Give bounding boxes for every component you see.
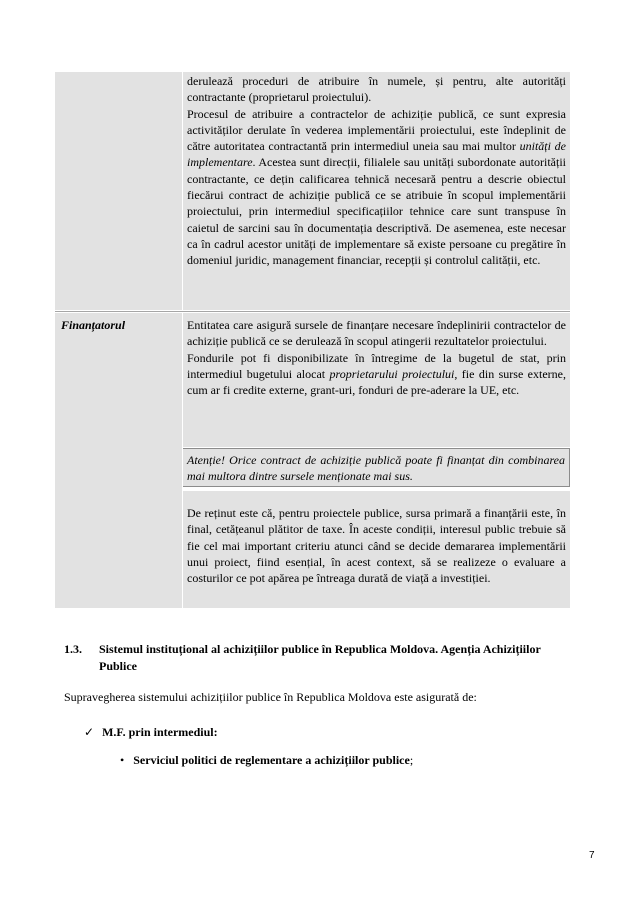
table-cell-text	[183, 313, 570, 447]
check-item-text: M.F. prin intermediul:	[102, 725, 218, 739]
bullet-item-text: Serviciul politici de reglementare a achizițiilor publice	[133, 753, 410, 767]
table-divider	[55, 311, 570, 312]
note-text: Atenție! Orice contract de achiziție publică poate fi finanțat din combinarea mai multora dintre sursele menționate mai sus.	[187, 453, 565, 484]
page-number: 7	[589, 850, 595, 861]
emphasis-text: proprietarului proiectului	[329, 366, 455, 381]
paragraph: derulează proceduri de atribuire în numele, și pentru, alte autorități contractante (proprietarul proiectului).	[187, 74, 566, 105]
table-cell-text	[183, 72, 570, 310]
table-cell-text	[183, 491, 570, 608]
bullet-list-item: • Serviciul politici de reglementare a achizițiilor publice;	[120, 753, 414, 767]
paragraph: Fondurile pot fi disponibilizate în întregime de la bugetul de stat, prin intermediul bugetului alocat proprietarului proiectului, fie din surse externe, cum ar fi credite externe, grant-uri, fonduri de pre-aderare la UE, etc.	[187, 350, 566, 398]
section-title: Sistemul instituțional al achizițiilor publice în Republica Moldova. Agenția Achizițiilor Publice	[99, 642, 541, 673]
table-cell-empty	[55, 72, 182, 310]
bullet-icon: •	[120, 753, 125, 767]
section-number: 1.3.	[64, 642, 82, 656]
row-label-finantatorul: Finanțatorul	[61, 318, 126, 332]
checkmark-icon: ✓	[84, 725, 95, 739]
table-cell-label	[55, 313, 182, 608]
paragraph: Supravegherea sistemului achizițiilor publice în Republica Moldova este asigurată de:	[64, 690, 477, 704]
paragraph: Procesul de atribuire a contractelor de achiziție publică, ce sunt expresia activităților derulate în vederea implementării proiectului, este îndeplinit de către autoritatea contractantă prin intermediul uneia sau mai multor unități de implementare. Acestea sunt direcții, filialele sau unități subordonate autorității contractante, ce dețin calificarea tehnică necesară pentru a descrie obiectul fiecărui contract de achiziție publică ce se atribuie în scopul implementării proiectului, prin intermediul specificațiilor tehnice care sunt transpuse în caietul de sarcini sau în documentația descriptivă. De asemenea, este necesar ca în cadrul acestor unități de implementare să existe persoane cu pregătire în domeniul juridic, management financiar, recepții și controlul calității, etc.	[187, 106, 566, 268]
check-list-item	[84, 725, 218, 740]
paragraph: Entitatea care asigură sursele de finanțare necesare îndeplinirii contractelor de achiziție publică ce se derulează în scopul atingerii rezultatelor proiectului.	[187, 318, 566, 349]
paragraph: De reținut este că, pentru proiectele publice, sursa primară a finanțării este, în final, cetățeanul plătitor de taxe. În aceste condiții, interesul public trebuie să fie cel mai important criteriu atunci când se decide demararea implementării unui proiect, fiind esențial, în acest context, să se realizeze o evaluare a costurilor ce pot apărea pe întreaga durată de viață a investiției.	[187, 506, 566, 586]
emphasis-text: unități de implementare	[187, 139, 566, 170]
note-box	[183, 449, 570, 487]
